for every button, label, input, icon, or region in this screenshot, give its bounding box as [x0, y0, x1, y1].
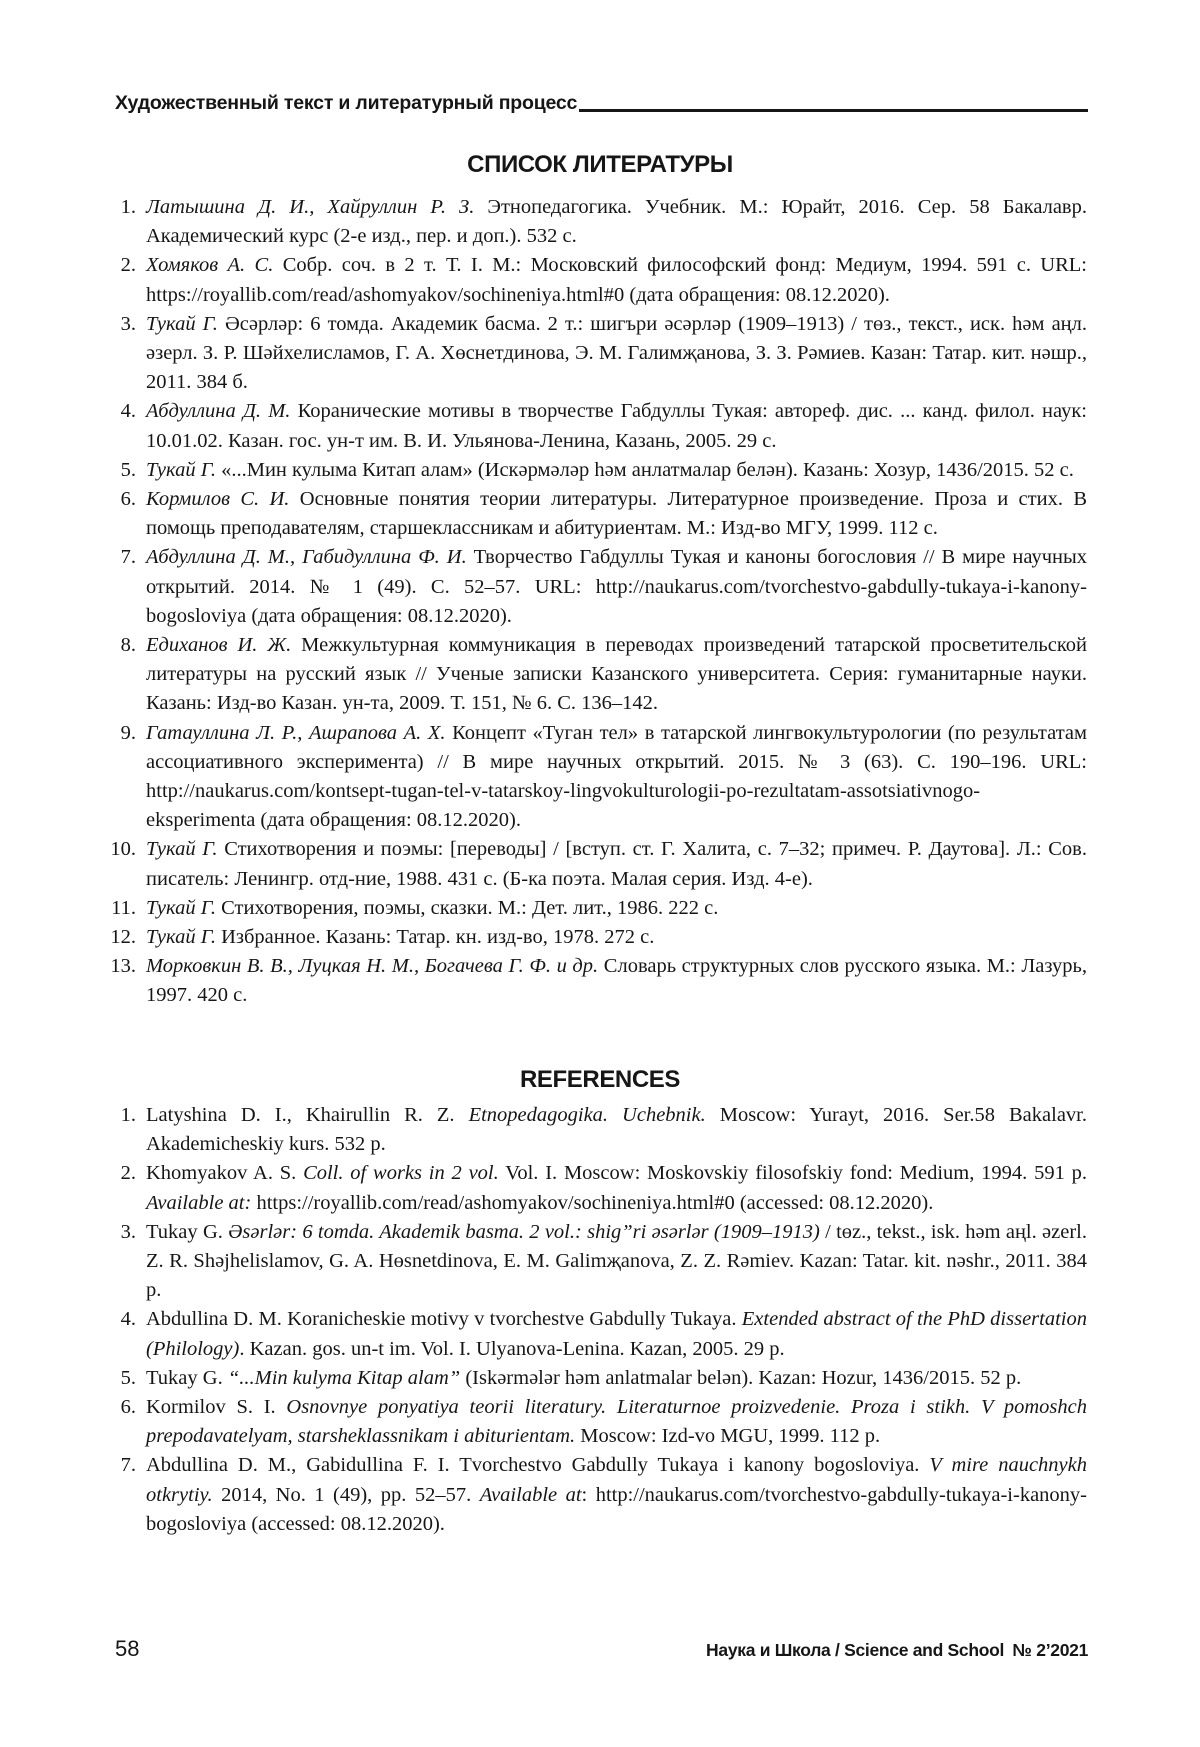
bibliography-list [110, 193, 1087, 1011]
bibliography-item [115, 310, 1087, 398]
bibliography-item [115, 251, 1087, 309]
item-text: Тукай Г. «...Мин кулыма Китап алам» (Искәрмәләр һәм анлатмалар белән). Казань: Хозур, 1436/2015. 52 с. [146, 458, 1074, 481]
bibliography-item [111, 894, 1087, 923]
item-text: Абдуллина Д. М. Коранические мотивы в творчестве Габдуллы Тукая: автореф. дис. ... канд. филол. наук: 10.01.02. Казан. гос. ун-т им. В. И. Ульянова-Ленина, Казань, 2005. 29 с. [146, 400, 1087, 452]
item-text: Abdullina D. M., Gabidullina F. I. Tvorchestvo Gabdully Tukaya i kanony bogosloviya. V mire nauchnykh otkrytiy. 2014, No. 1 (49), pp. 52–57. Available at: http://naukarus.com/tvorchestvo-gabdully-tukaya-i-kanony-bogosloviya (accessed: 08.12.2020). [146, 1454, 1088, 1535]
reference-item [115, 1393, 1087, 1451]
bibliography-item [115, 631, 1087, 719]
bibliography-item [110, 835, 1087, 893]
page-number: 58 [115, 1636, 140, 1661]
reference-item [115, 1101, 1087, 1159]
item-text: Кормилов С. И. Основные понятия теории литературы. Литературное произведение. Проза и стих. В помощь преподавателям, старшеклассникам и абитуриентам. М.: Изд-во МГУ, 1999. 112 с. [146, 488, 1087, 540]
bibliography-item [115, 193, 1087, 251]
bibliography-title: СПИСОК ЛИТЕРАТУРЫ [467, 151, 733, 178]
bibliography-item [115, 456, 1087, 485]
item-text: Тукай Г. Стихотворения и поэмы: [переводы] / [вступ. ст. Г. Халита, с. 7–32; примеч. Р. Даутова]. Л.: Сов. писатель: Ленингр. отд-ние, 1988. 431 с. (Б-ка поэта. Малая серия. Изд. 4-е). [146, 838, 1087, 890]
item-number: 4. [120, 400, 136, 423]
item-number: 9. [120, 721, 136, 744]
running-head-rule [579, 109, 1088, 113]
item-number: 7. [120, 1454, 136, 1477]
references-title: REFERENCES [519, 1066, 681, 1093]
item-text: Tukay G. Әsәrlәr: 6 tomda. Akademik basma. 2 vol.: shig”ri әsәrlәr (1909–1913) / tөz., tekst., isk. һәm aңl. әzerl. Z. R. Shәjhelislamov, G. A. Hөsnetdinova, E. M. Galimҗanova, Z. Z. Rәmiev. Kazan: Tatar. kit. nәshr., 2011. 384 p. [146, 1220, 1087, 1302]
item-number: 7. [120, 546, 136, 569]
reference-item [115, 1159, 1087, 1217]
page-footer [115, 1636, 1088, 1662]
item-number: 3. [120, 1220, 136, 1243]
bibliography-item [115, 485, 1087, 543]
reference-item [115, 1305, 1087, 1363]
item-text: Тукай Г. Әсәрләр: 6 томда. Академик басма. 2 т.: шигъри әсәрләр (1909–1913) / төз., текст., иск. һәм аңл. әзерл. З. Р. Шәйхелисламов, Г. А. Хөснетдинова, Э. М. Галимҗанова, З. З. Рәмиев. Казан: Татар. кит. нәшр., 2011. 384 б. [146, 312, 1087, 394]
item-number: 6. [120, 1396, 136, 1419]
item-text: Абдуллина Д. М., Габидуллина Ф. И. Творчество Габдуллы Тукая и каноны богословия // В мире научных открытий. 2014. № 1 (49). С. 52–57. URL: http://naukarus.com/tvorchestvo-gabdully-tukaya-i-kanony-bogosloviya (дата обращения: 08.12.2020). [146, 546, 1087, 627]
bibliography-item [115, 719, 1087, 836]
item-number: 2. [120, 254, 136, 277]
item-number: 11. [111, 896, 136, 919]
reference-item [115, 1364, 1087, 1393]
bibliography-item [110, 952, 1087, 1010]
item-number: 8. [120, 634, 136, 657]
item-text: Khomyakov A. S. Coll. of works in 2 vol. Vol. I. Moscow: Moskovskiy filosofskiy fond: Medium, 1994. 591 p. Available at: https://royallib.com/read/ashomyakov/sochineniya.html#0 (accessed: 08.12.2020). [146, 1162, 1087, 1214]
item-text: Хомяков А. С. Собр. соч. в 2 т. Т. I. М.: Московский философский фонд: Медиум, 1994. 591 с. URL: https://royallib.com/read/ashomyakov/sochineniya.html#0 (дата обращения: 08.12.2020). [146, 254, 1087, 306]
item-text: Kormilov S. I. Osnovnye ponyatiya teorii literatury. Literaturnoe proizvedenie. Proza i stikh. V pomoshch prepodavatelyam, starsheklassnikam i abiturientam. Moscow: Izd-vo MGU, 1999. 112 p. [146, 1396, 1087, 1448]
running-head-title: Художественный текст и литературный процесс [115, 92, 578, 114]
bibliography-item [115, 397, 1087, 455]
bibliography-item [110, 923, 1087, 952]
item-number: 1. [120, 196, 136, 218]
item-text: Latyshina D. I., Khairullin R. Z. Etnopedagogika. Uchebnik. Moscow: Yurayt, 2016. Ser.58 Bakalavr. Akademicheskiy kurs. 532 p. [146, 1104, 1087, 1156]
item-number: 10. [110, 838, 136, 861]
item-number: 13. [110, 955, 136, 978]
item-number: 12. [110, 926, 136, 949]
item-number: 2. [120, 1162, 136, 1185]
item-number: 5. [120, 458, 136, 481]
item-number: 4. [120, 1308, 136, 1331]
item-text: Abdullina D. M. Koranicheskie motivy v tvorchestve Gabdully Tukaya. Extended abstract of the PhD dissertation (Philology). Kazan. gos. un-t im. Vol. I. Ulyanova-Lenina. Kazan, 2005. 29 p. [146, 1308, 1088, 1360]
bibliography-item [115, 543, 1087, 631]
item-text: Едиханов И. Ж. Межкультурная коммуникация в переводах произведений татарской просветительской литературы на русский язык // Ученые записки Казанского университета. Серия: гуманитарные науки. Казань: Изд-во Казан. ун-та, 2009. Т. 151, № 6. С. 136–142. [146, 634, 1087, 715]
item-number: 3. [120, 312, 136, 335]
item-text: Морковкин В. В., Луцкая Н. М., Богачева Г. Ф. и др. Словарь структурных слов русского языка. М.: Лазурь, 1997. 420 с. [146, 955, 1087, 1007]
item-text: Гатауллина Л. Р., Ашрапова А. Х. Концепт «Туган тел» в татарской лингвокультурологии (по результатам ассоциативного эксперимента) // В мире научных открытий. 2015. № 3 (63). С. 190–196. URL: http://naukarus.com/kontsept-tugan-tel-v-tatarskoy-lingvokulturologii-po-rezultatam-assotsiativnogo-eksperimenta (дата обращения: 08.12.2020). [146, 721, 1087, 832]
item-text: Тукай Г. Избранное. Казань: Татар. кн. изд-во, 1978. 272 с. [146, 926, 655, 949]
item-text: Тукай Г. Стихотворения, поэмы, сказки. М.: Дет. лит., 1986. 222 с. [146, 896, 719, 919]
reference-item [115, 1218, 1087, 1306]
item-number: 6. [120, 488, 136, 511]
references-list [115, 1101, 1087, 1539]
item-number: 1. [120, 1104, 136, 1126]
item-number: 5. [120, 1366, 136, 1389]
reference-item [115, 1451, 1087, 1539]
item-text: Tukay G. “...Min kulyma Kitap alam” (Iskәrmәlәr һәm anlatmalar belәn). Kazan: Hozur, 1436/2015. 52 p. [146, 1366, 1022, 1389]
item-text: Латышина Д. И., Хайруллин Р. З. Этнопедагогика. Учебник. М.: Юрайт, 2016. Сер. 58 Бакалавр. Академический курс (2-е изд., пер. и доп.). 532 с. [146, 196, 1087, 248]
running-head [115, 92, 1088, 115]
journal-title: Наука и Школа / Science and School № 2’2021 [706, 1640, 1088, 1660]
